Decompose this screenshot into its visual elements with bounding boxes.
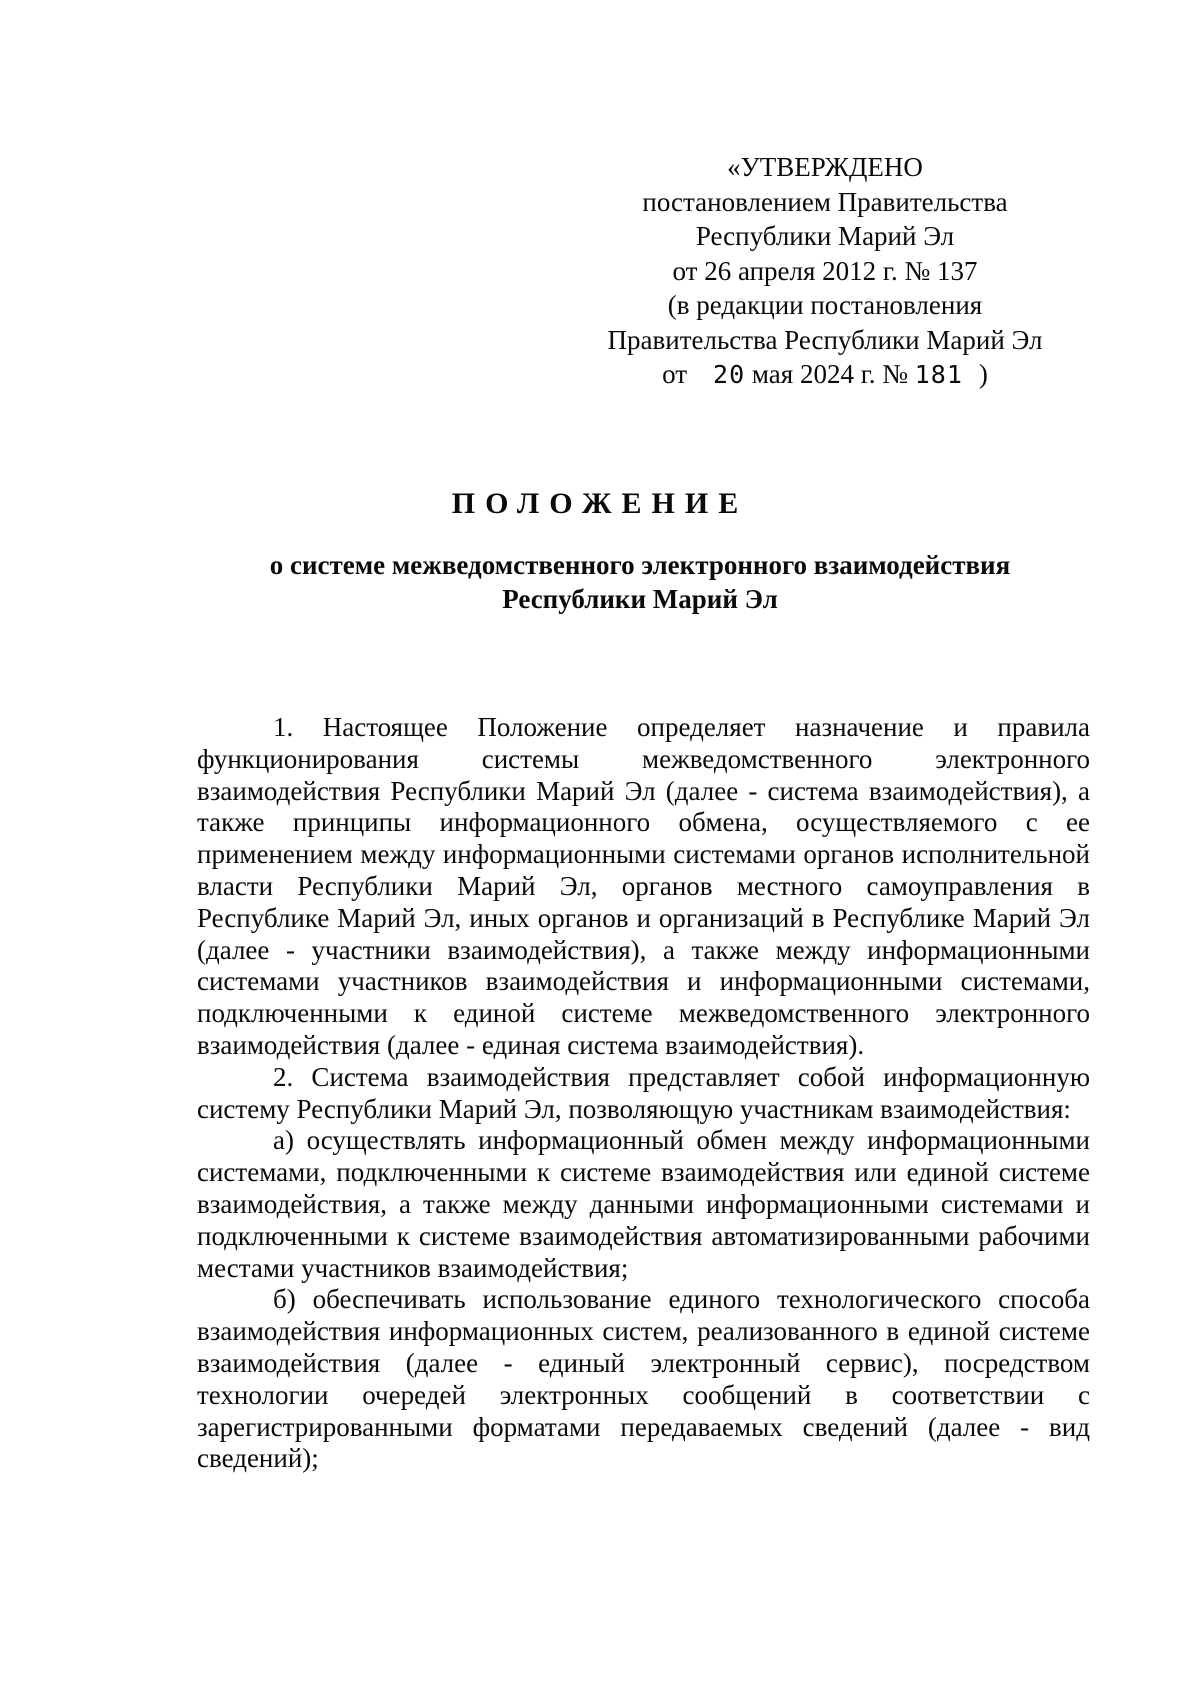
document-body — [197, 712, 1090, 1475]
paragraph-2a: а) осуществлять информационный обмен между информационными системами, подключенными к системе взаимодействия или единой системе взаимодействия, а также между данными информационными системами и подключенными к системе взаимодействия автоматизированными рабочими местами участников взаимодействия; — [197, 1125, 1090, 1283]
approval-suffix: ) — [978, 359, 988, 389]
approval-line: Правительства Республики Марий Эл — [607, 324, 1043, 355]
approval-stamp — [560, 150, 1090, 393]
document-subtitle — [200, 548, 1080, 616]
paragraph-2: 2. Система взаимодействия представляет собой информационную систему Республики Марий Эл, позволяющую участникам взаимодействия: — [197, 1061, 1090, 1124]
paragraph-2b: б) обеспечивать использование единого технологического способа взаимодействия информационных систем, реализованного в единой системе взаимодействия (далее - единый электронный сервис), посредством технологии очередей электронных сообщений в соответствии с зарегистрированными форматами передаваемых сведений (далее - вид сведений); — [197, 1284, 1090, 1474]
approval-line: (в редакции постановления — [667, 290, 983, 320]
approval-revision-date — [560, 357, 1090, 393]
document-title: ПОЛОЖЕНИЕ — [451, 487, 749, 520]
subtitle-line: Республики Марий Эл — [502, 584, 778, 614]
approval-line: от 26 апреля 2012 г. № 137 — [672, 255, 978, 286]
approval-line: постановлением Правительства — [642, 186, 1008, 217]
approval-prefix: от — [662, 359, 688, 389]
paragraph-1: 1. Настоящее Положение определяет назначение и правила функционирования системы межведомственного электронного взаимодействия Республики Марий Эл (далее - система взаимодействия), а также принципы информационного обмена, осуществляемого с ее применением между информационными системами органов исполнительной власти Республики Марий Эл, органов местного самоуправления в Республике Марий Эл, иных органов и организаций в Республике Марий Эл (далее - участники взаимодействия), а также между информационными системами участников взаимодействия и информационными системами, подключенными к единой системе межведомственного электронного взаимодействия (далее - единая система взаимодействия). — [197, 712, 1090, 1060]
revision-number: 181 — [914, 360, 963, 389]
subtitle-line: о системе межведомственного электронного взаимодействия — [269, 550, 1011, 580]
approval-line: «УТВЕРЖДЕНО — [727, 152, 923, 182]
revision-month-year: мая 2024 г. № — [751, 359, 908, 389]
revision-day: 20 — [713, 360, 746, 389]
approval-line: Республики Марий Эл — [695, 221, 955, 251]
